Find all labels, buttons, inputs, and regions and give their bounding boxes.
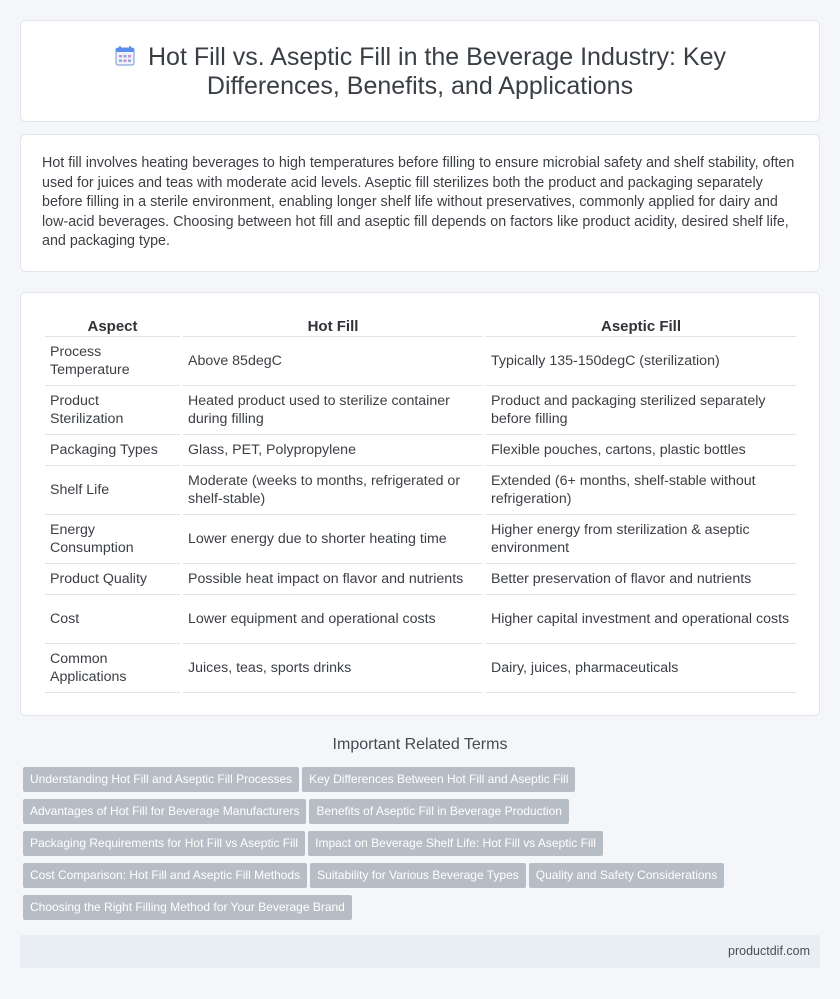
- column-header-hot-fill: Hot Fill: [183, 314, 483, 337]
- footer-bar: [20, 935, 820, 968]
- table-cell-aspect: Shelf Life: [45, 466, 180, 515]
- related-term-link[interactable]: Benefits of Aseptic Fill in Beverage Production: [309, 799, 568, 824]
- related-term-link[interactable]: Impact on Beverage Shelf Life: Hot Fill vs Aseptic Fill: [308, 831, 603, 856]
- table-cell-hot-fill: Above 85degC: [183, 337, 483, 386]
- related-terms-list: [23, 767, 823, 927]
- title-wrap: [51, 43, 789, 101]
- table-row: [45, 466, 796, 515]
- table-header-row: [45, 314, 796, 337]
- table-cell-hot-fill: Moderate (weeks to months, refrigerated or shelf-stable): [183, 466, 483, 515]
- table-cell-aseptic-fill: Dairy, juices, pharmaceuticals: [486, 644, 796, 693]
- table-row: [45, 337, 796, 386]
- related-terms-heading: Important Related Terms: [332, 736, 508, 753]
- table-row: [45, 564, 796, 595]
- table-cell-aspect: Product Quality: [45, 564, 180, 595]
- table-row: [45, 386, 796, 435]
- related-term-link[interactable]: Packaging Requirements for Hot Fill vs Aseptic Fill: [23, 831, 305, 856]
- related-term-link[interactable]: Quality and Safety Considerations: [529, 863, 724, 888]
- table-cell-aseptic-fill: Extended (6+ months, shelf-stable without refrigeration): [486, 466, 796, 515]
- table-cell-hot-fill: Heated product used to sterilize container during filling: [183, 386, 483, 435]
- related-term-link[interactable]: Key Differences Between Hot Fill and Aseptic Fill: [302, 767, 575, 792]
- table-cell-aseptic-fill: Flexible pouches, cartons, plastic bottles: [486, 435, 796, 466]
- table-cell-aspect: Energy Consumption: [45, 515, 180, 564]
- page-title-line: [51, 43, 789, 101]
- header-card: [20, 20, 820, 122]
- table-cell-aseptic-fill: Higher capital investment and operational costs: [486, 595, 796, 644]
- table-cell-aspect: Product Sterilization: [45, 386, 180, 435]
- table-row: [45, 515, 796, 564]
- table-cell-aseptic-fill: Better preservation of flavor and nutrients: [486, 564, 796, 595]
- table-cell-hot-fill: Juices, teas, sports drinks: [183, 644, 483, 693]
- calendar-icon: [114, 45, 136, 67]
- intro-paragraph: Hot fill involves heating beverages to high temperatures before filling to ensure microbial safety and shelf stability, often used for juices and teas with moderate acid levels. Aseptic fill sterilizes both the product and packaging separately before filling in a sterile environment, enabling longer shelf life without preservatives, commonly applied for dairy and low-acid beverages. Choosing between hot fill and aseptic fill depends on factors like product acidity, desired shelf life, and packaging type.: [42, 155, 795, 249]
- table-row: [45, 595, 796, 644]
- table-cell-aseptic-fill: Typically 135-150degC (sterilization): [486, 337, 796, 386]
- table-cell-hot-fill: Glass, PET, Polypropylene: [183, 435, 483, 466]
- footer-site-name[interactable]: productdif.com: [728, 944, 810, 958]
- column-header-aspect: Aspect: [45, 314, 180, 337]
- table-cell-aspect: Common Applications: [45, 644, 180, 693]
- table-row: [45, 644, 796, 693]
- related-term-link[interactable]: Cost Comparison: Hot Fill and Aseptic Fill Methods: [23, 863, 307, 888]
- comparison-table: [42, 314, 799, 693]
- table-cell-hot-fill: Lower equipment and operational costs: [183, 595, 483, 644]
- table-cell-aspect: Packaging Types: [45, 435, 180, 466]
- table-cell-aseptic-fill: Product and packaging sterilized separately before filling: [486, 386, 796, 435]
- table-row: [45, 435, 796, 466]
- page-title: Hot Fill vs. Aseptic Fill in the Beverage Industry: Key Differences, Benefits, and Applications: [147, 43, 726, 100]
- table-cell-aspect: Cost: [45, 595, 180, 644]
- table-cell-hot-fill: Possible heat impact on flavor and nutrients: [183, 564, 483, 595]
- intro-card: [20, 134, 820, 272]
- table-cell-aseptic-fill: Higher energy from sterilization & aseptic environment: [486, 515, 796, 564]
- related-term-link[interactable]: Suitability for Various Beverage Types: [310, 863, 526, 888]
- table-cell-hot-fill: Lower energy due to shorter heating time: [183, 515, 483, 564]
- related-term-link[interactable]: Advantages of Hot Fill for Beverage Manufacturers: [23, 799, 306, 824]
- comparison-card: [20, 292, 820, 716]
- table-cell-aspect: Process Temperature: [45, 337, 180, 386]
- column-header-aseptic-fill: Aseptic Fill: [486, 314, 796, 337]
- related-term-link[interactable]: Choosing the Right Filling Method for Your Beverage Brand: [23, 895, 352, 920]
- related-term-link[interactable]: Understanding Hot Fill and Aseptic Fill Processes: [23, 767, 299, 792]
